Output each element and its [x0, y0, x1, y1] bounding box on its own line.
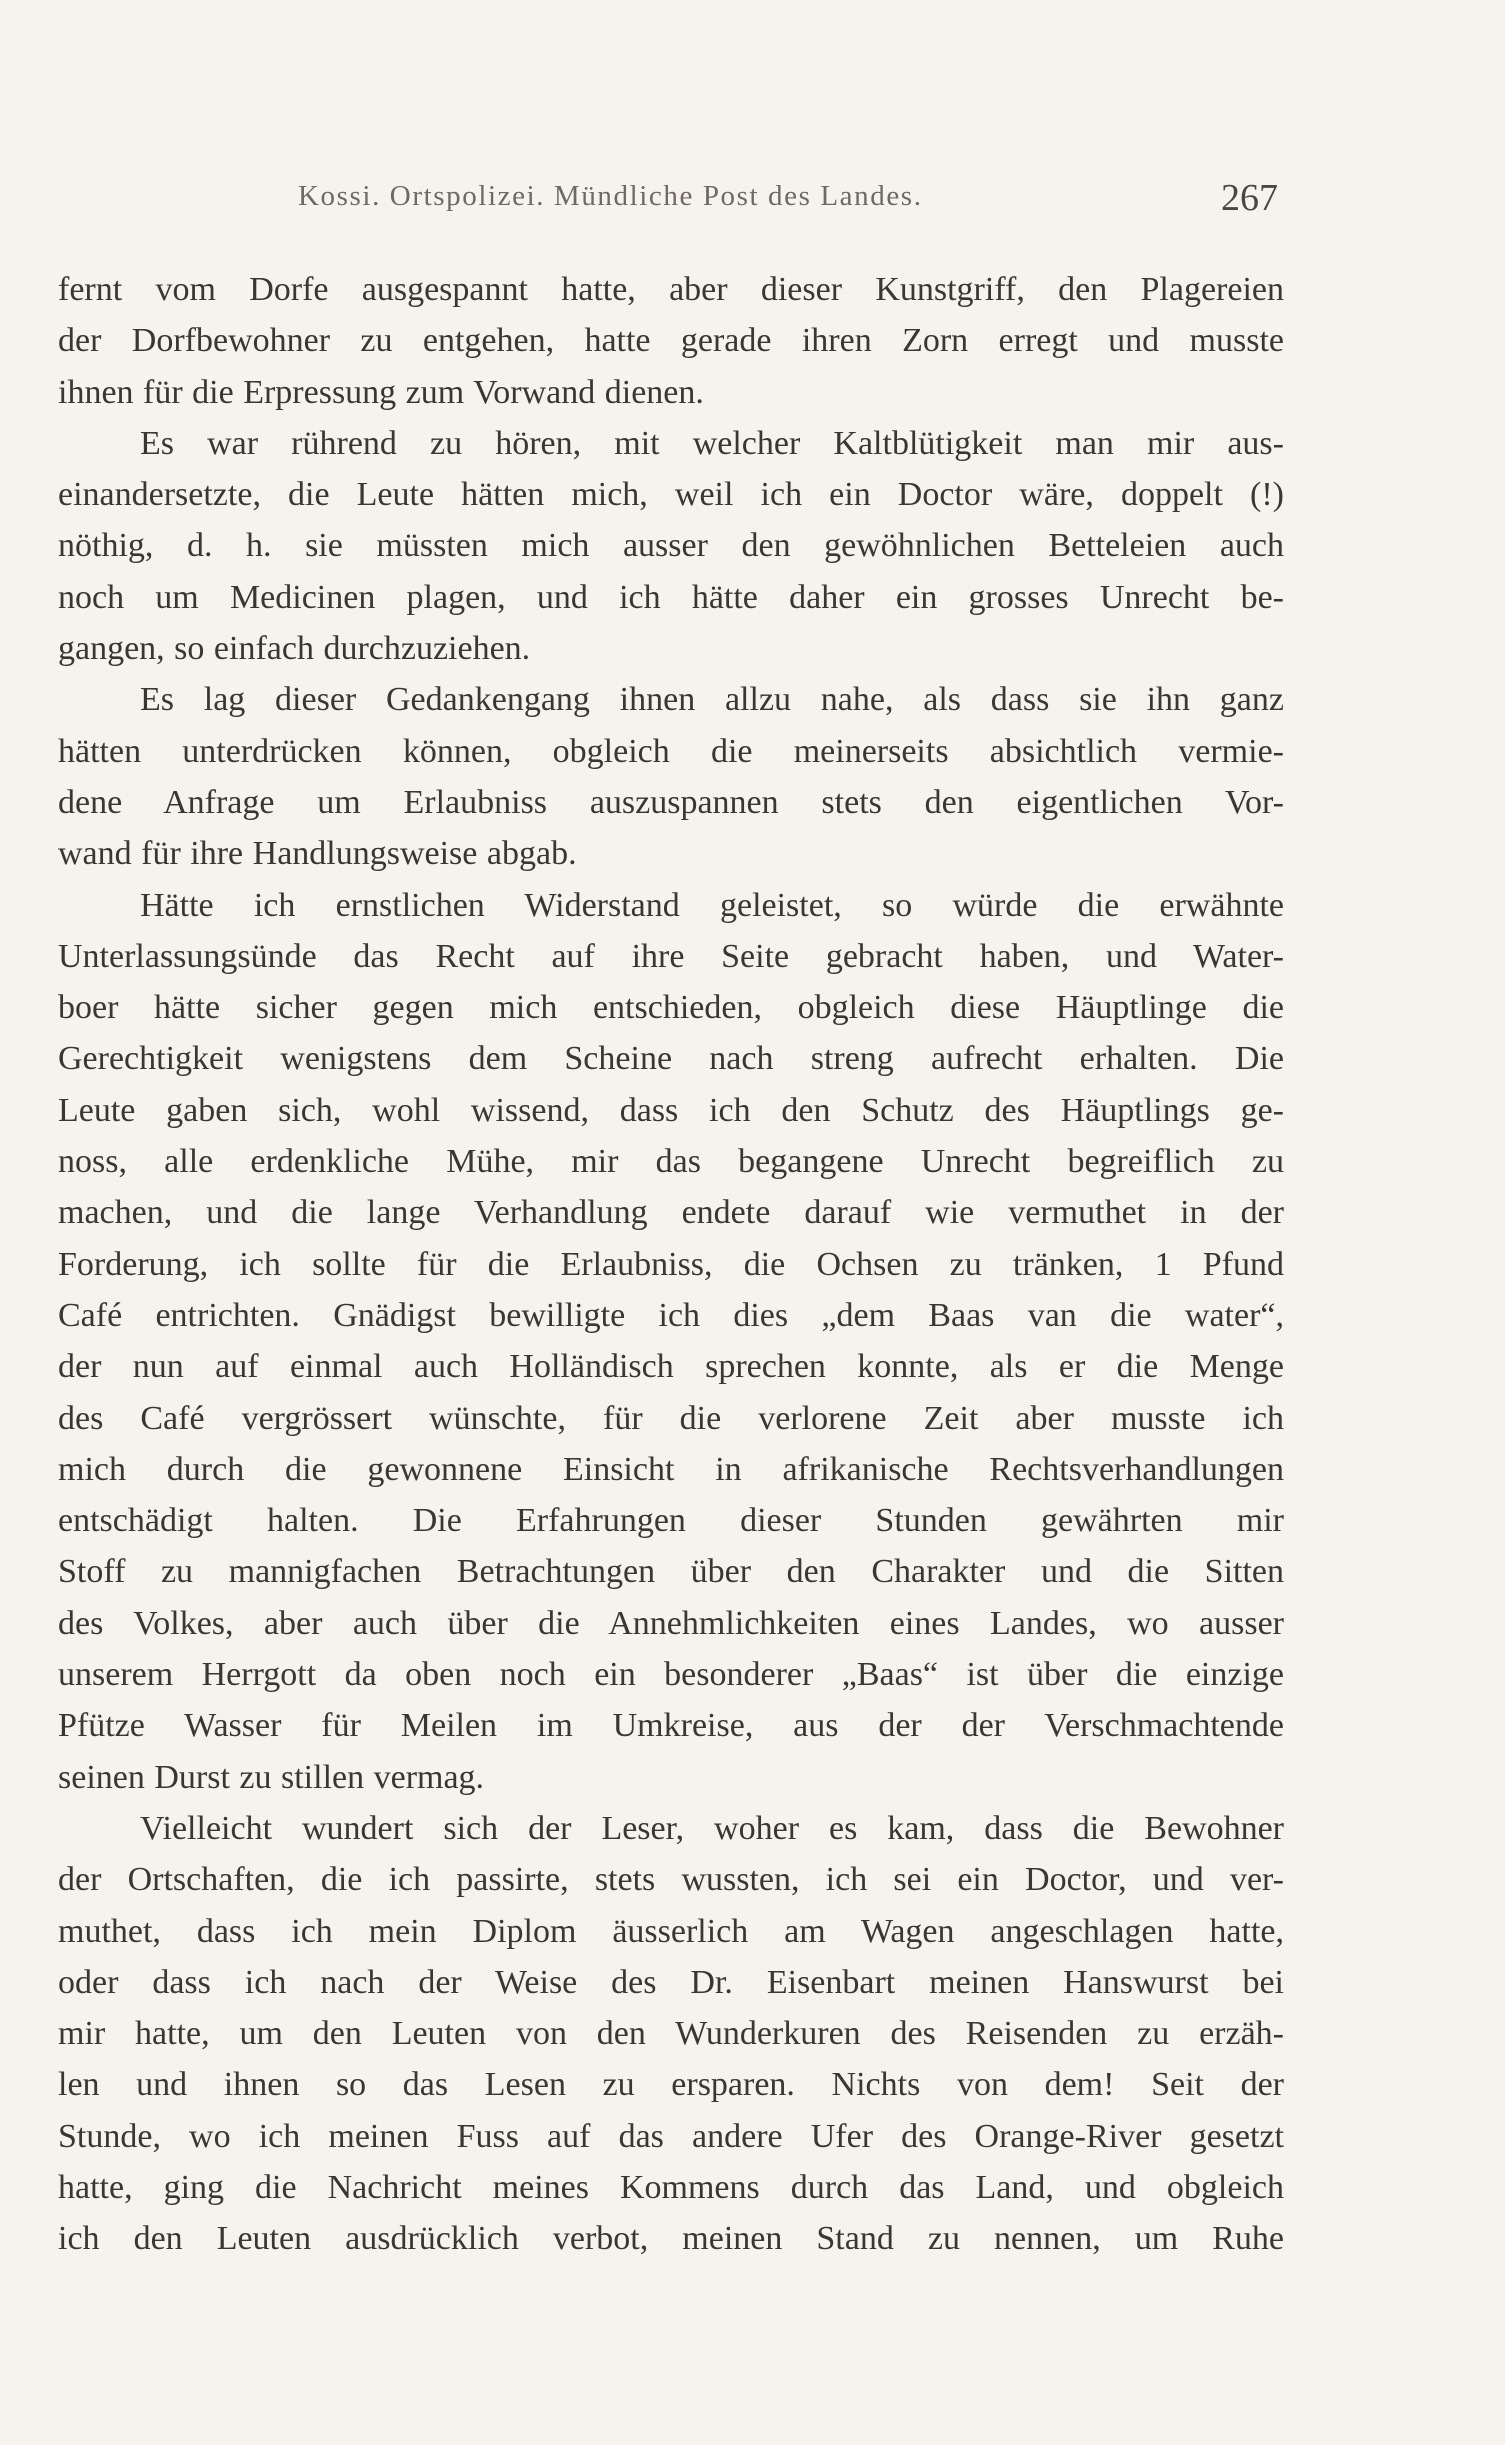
- text-line: Forderung, ich sollte für die Erlaubniss, die Ochsen zu tränken, 1 Pfund: [58, 1245, 1284, 1283]
- text-line: Stunde, wo ich meinen Fuss auf das andere Ufer des Orange-River gesetzt: [58, 2117, 1284, 2155]
- text-line: noch um Medicinen plagen, und ich hätte daher ein grosses Unrecht be-: [58, 578, 1284, 616]
- text-line: nöthig, d. h. sie müssten mich ausser den gewöhnlichen Betteleien auch: [58, 527, 1284, 565]
- text-line: noss, alle erdenkliche Mühe, mir das begangene Unrecht begreiflich zu: [58, 1143, 1284, 1181]
- text-line: der nun auf einmal auch Holländisch sprechen konnte, als er die Menge: [58, 1348, 1284, 1386]
- text-line: hatte, ging die Nachricht meines Kommens durch das Land, und obgleich: [58, 2168, 1284, 2206]
- text-line: dene Anfrage um Erlaubniss auszuspannen stets den eigentlichen Vor-: [58, 783, 1284, 821]
- text-line: Hätte ich ernstlichen Widerstand geleistet, so würde die erwähnte: [140, 886, 1284, 924]
- text-line: len und ihnen so das Lesen zu ersparen. Nichts von dem! Seit der: [58, 2066, 1284, 2104]
- text-line: oder dass ich nach der Weise des Dr. Eisenbart meinen Hanswurst bei: [58, 1963, 1284, 2001]
- page-number: 267: [1221, 177, 1278, 219]
- text-line: machen, und die lange Verhandlung endete darauf wie vermuthet in der: [58, 1194, 1284, 1232]
- text-line: Vielleicht wundert sich der Leser, woher es kam, dass die Bewohner: [140, 1809, 1284, 1847]
- text-line: einandersetzte, die Leute hätten mich, weil ich ein Doctor wäre, doppelt (!): [58, 476, 1284, 514]
- text-line: Es lag dieser Gedankengang ihnen allzu nahe, als dass sie ihn ganz: [140, 681, 1284, 719]
- text-line: Café entrichten. Gnädigst bewilligte ich dies „dem Baas van die water“,: [58, 1296, 1284, 1334]
- text-line: der Ortschaften, die ich passirte, stets wussten, ich sei ein Doctor, und ver-: [58, 1861, 1284, 1899]
- text-line: Gerechtigkeit wenigstens dem Scheine nach streng aufrecht erhalten. Die: [58, 1040, 1284, 1078]
- text-line: der Dorfbewohner zu entgehen, hatte gerade ihren Zorn erregt und musste: [58, 322, 1284, 360]
- text-line: ich den Leuten ausdrücklich verbot, meinen Stand zu nennen, um Ruhe: [58, 2220, 1284, 2258]
- text-line: hätten unterdrücken können, obgleich die meinerseits absichtlich vermie-: [58, 732, 1284, 770]
- text-line: gangen, so einfach durchzuziehen.: [58, 630, 531, 668]
- text-line: seinen Durst zu stillen vermag.: [58, 1758, 485, 1796]
- text-line: Pfütze Wasser für Meilen im Umkreise, aus der der Verschmachtende: [58, 1707, 1284, 1745]
- text-line: fernt vom Dorfe ausgespannt hatte, aber dieser Kunstgriff, den Plagereien: [58, 271, 1284, 308]
- page-header: [0, 176, 1505, 226]
- body-text: [58, 264, 1284, 2265]
- text-line: boer hätte sicher gegen mich entschieden, obgleich diese Häuptlinge die: [58, 989, 1284, 1027]
- text-line: entschädigt halten. Die Erfahrungen dieser Stunden gewährten mir: [58, 1502, 1284, 1540]
- text-line: des Volkes, aber auch über die Annehmlichkeiten eines Landes, wo ausser: [58, 1604, 1284, 1642]
- text-line: mir hatte, um den Leuten von den Wunderkuren des Reisenden zu erzäh-: [58, 2015, 1284, 2053]
- text-line: Stoff zu mannigfachen Betrachtungen über den Charakter und die Sitten: [58, 1553, 1284, 1591]
- text-line: wand für ihre Handlungsweise abgab.: [58, 835, 577, 873]
- text-line: Leute gaben sich, wohl wissend, dass ich den Schutz des Häuptlings ge-: [58, 1091, 1284, 1129]
- text-line: Unterlassungsünde das Recht auf ihre Seite gebracht haben, und Water-: [58, 937, 1284, 975]
- text-line: unserem Herrgott da oben noch ein besonderer „Baas“ ist über die einzige: [58, 1656, 1284, 1694]
- running-head: Kossi. Ortspolizei. Mündliche Post des Landes.: [298, 180, 923, 212]
- text-line: des Café vergrössert wünschte, für die verlorene Zeit aber musste ich: [58, 1399, 1284, 1437]
- text-line: muthet, dass ich mein Diplom äusserlich am Wagen angeschlagen hatte,: [58, 1912, 1284, 1950]
- text-line: ihnen für die Erpressung zum Vorwand dienen.: [58, 373, 704, 411]
- text-line: mich durch die gewonnene Einsicht in afrikanische Rechtsverhandlungen: [58, 1450, 1284, 1488]
- text-line: Es war rührend zu hören, mit welcher Kaltblütigkeit man mir aus-: [140, 424, 1284, 462]
